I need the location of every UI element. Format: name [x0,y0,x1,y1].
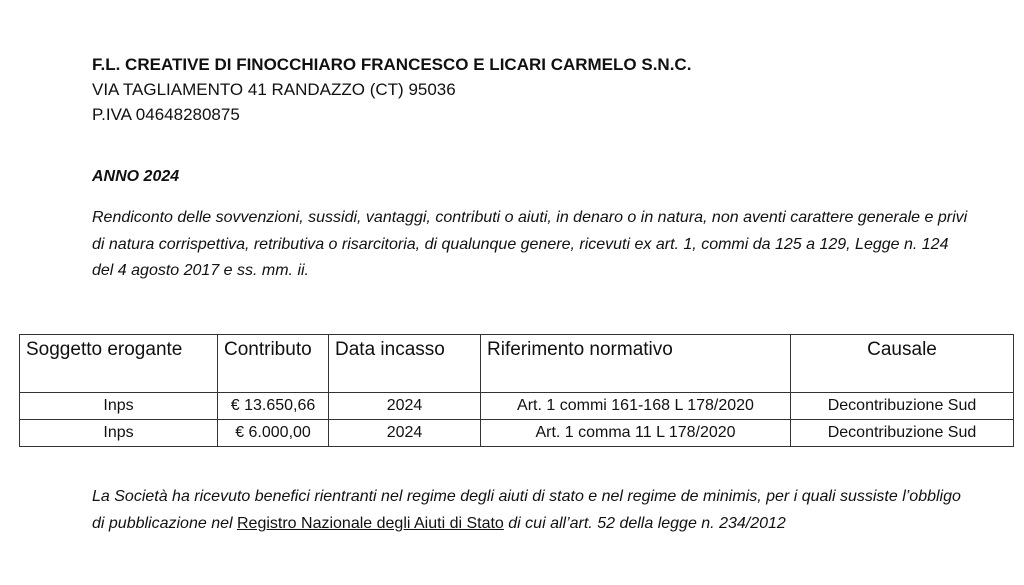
cell-causale: Decontribuzione Sud [791,420,1014,447]
year-heading: ANNO 2024 [92,168,180,185]
cell-riferimento: Art. 1 comma 11 L 178/2020 [481,420,791,447]
grants-table [19,334,1014,447]
cell-data-incasso: 2024 [329,420,481,447]
header-causale: Causale [791,335,1014,393]
cell-causale: Decontribuzione Sud [791,393,1014,420]
cell-contributo: € 13.650,66 [218,393,329,420]
table-header-row [20,335,1014,393]
closing-text-end: di cui all’art. 52 della legge n. 234/2012 [503,514,786,532]
table-row [20,393,1014,420]
cell-contributo: € 6.000,00 [218,420,329,447]
cell-soggetto: Inps [20,393,218,420]
company-header [92,52,691,127]
cell-soggetto: Inps [20,420,218,447]
header-riferimento: Riferimento normativo [481,335,791,393]
intro-paragraph: Rendiconto delle sovvenzioni, sussidi, vantaggi, contributi o aiuti, in denaro o in natura, non aventi carattere generale e privi di natura corrispettiva, retributiva o risarcitoria, di qualunque genere, ricevuti ex art. 1, commi da 125 a 129, Legge n. 124 del 4 agosto 2017 e ss. mm. ii. [92,209,968,279]
table-row [20,420,1014,447]
closing-text-start: La Società ha ricevuto benefici rientranti nel regime degli aiuti di stato e nel regime de minimis, per i quali sussiste l’obbligo di pubblicazione nel [92,488,961,532]
company-name: F.L. CREATIVE DI FINOCCHIARO FRANCESCO E LICARI CARMELO S.N.C. [92,55,692,74]
cell-data-incasso: 2024 [329,393,481,420]
header-soggetto: Soggetto erogante [20,335,218,393]
header-data-incasso: Data incasso [329,335,481,393]
company-vat: P.IVA 04648280875 [92,105,240,124]
company-address: VIA TAGLIAMENTO 41 RANDAZZO (CT) 95036 [92,80,456,99]
header-contributo: Contributo [218,335,329,393]
registry-link[interactable]: Registro Nazionale degli Aiuti di Stato [237,514,504,532]
cell-riferimento: Art. 1 commi 161-168 L 178/2020 [481,393,791,420]
closing-paragraph [92,484,972,537]
